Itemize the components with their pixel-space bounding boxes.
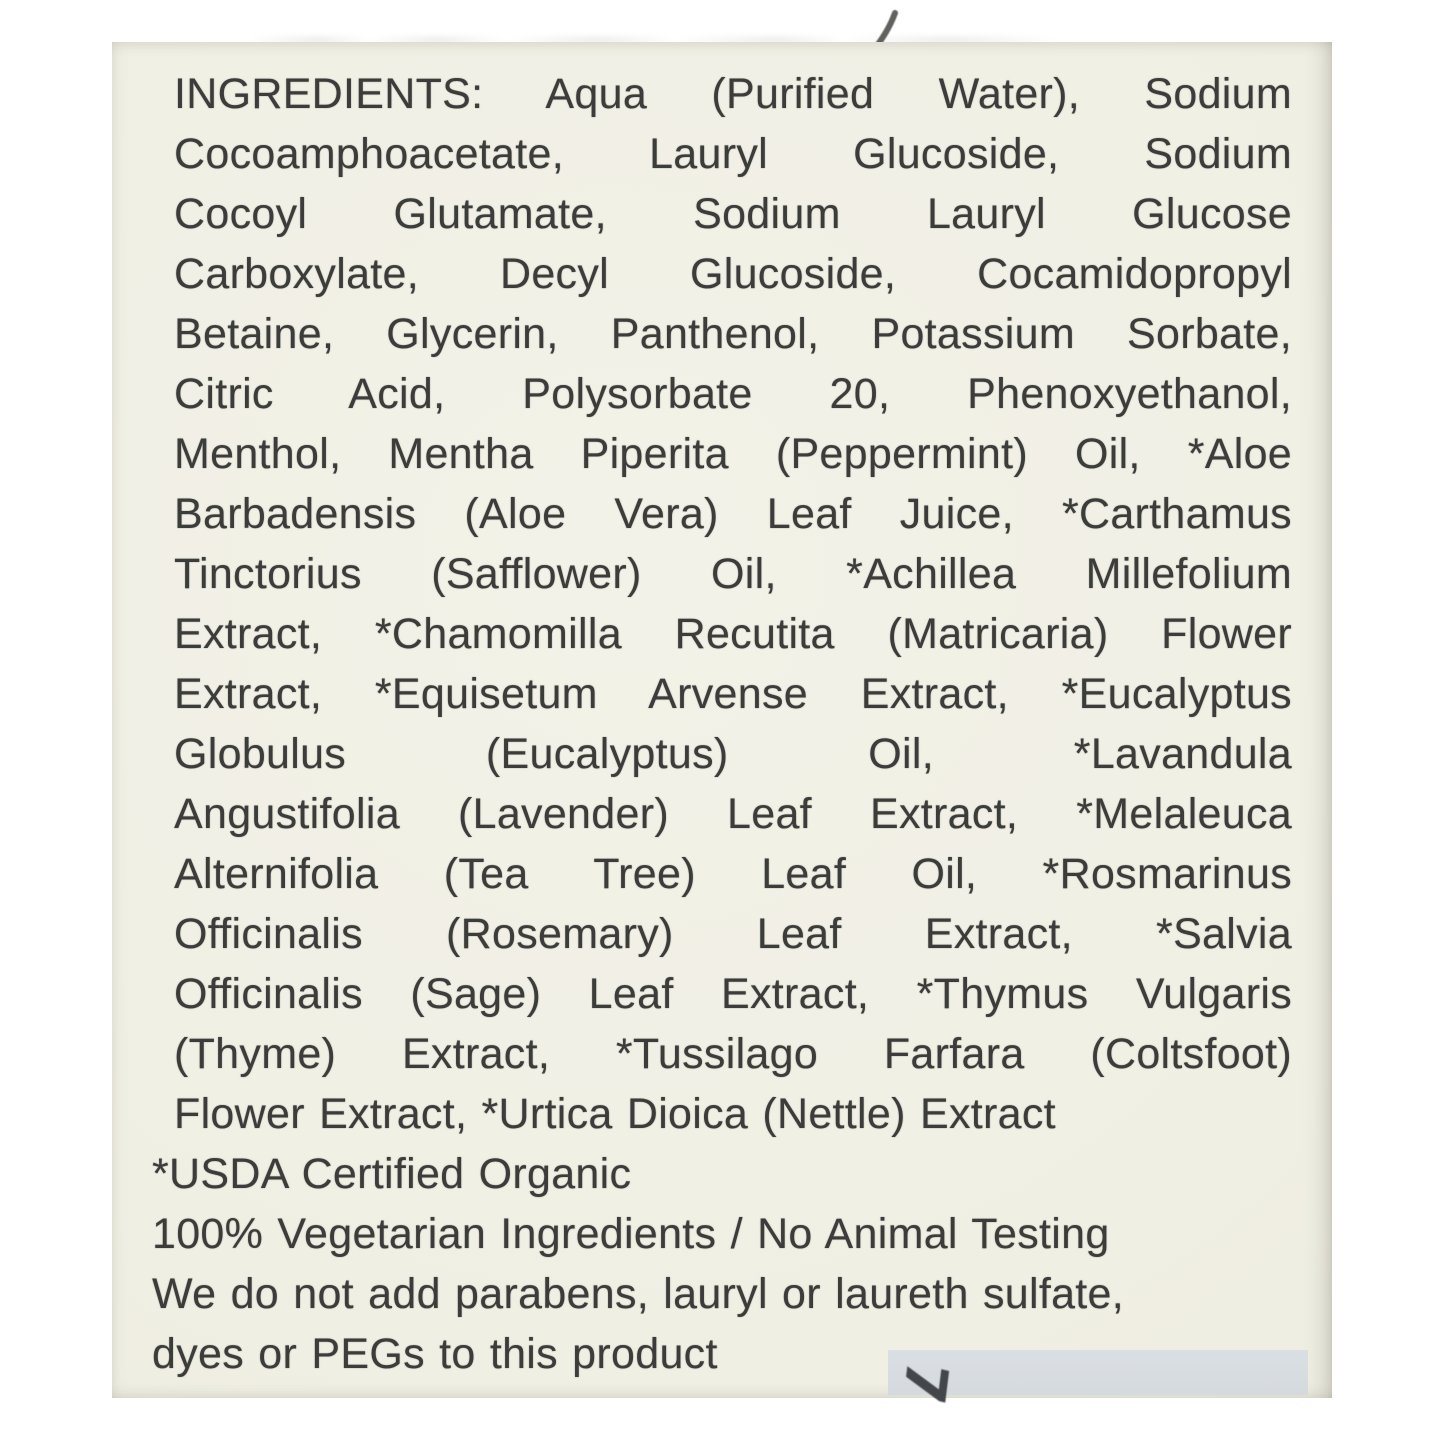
footnotes-block bbox=[152, 1144, 1308, 1384]
ingredients-line: Betaine, Glycerin, Panthenol, Potassium Sorbate, bbox=[174, 310, 1292, 358]
ingredients-line: Extract, *Equisetum Arvense Extract, *Eucalyptus bbox=[174, 670, 1292, 718]
ingredients-line: INGREDIENTS: Aqua (Purified Water), Sodium bbox=[174, 70, 1292, 118]
no-additives-note-line1: We do not add parabens, lauryl or laureth sulfate, bbox=[152, 1270, 1125, 1318]
ingredients-line: Cocoamphoacetate, Lauryl Glucoside, Sodium bbox=[174, 130, 1292, 178]
usda-organic-note: *USDA Certified Organic bbox=[152, 1150, 632, 1198]
ingredients-line: (Thyme) Extract, *Tussilago Farfara (Coltsfoot) bbox=[174, 1030, 1292, 1078]
ingredients-line: Angustifolia (Lavender) Leaf Extract, *Melaleuca bbox=[174, 790, 1292, 838]
ingredients-line: Citric Acid, Polysorbate 20, Phenoxyethanol, bbox=[174, 370, 1292, 418]
vegetarian-note: 100% Vegetarian Ingredients / No Animal Testing bbox=[152, 1210, 1110, 1258]
ingredients-line: Globulus (Eucalyptus) Oil, *Lavandula bbox=[174, 730, 1292, 778]
ingredients-line: Barbadensis (Aloe Vera) Leaf Juice, *Carthamus bbox=[174, 490, 1292, 538]
ingredients-line: Officinalis (Rosemary) Leaf Extract, *Salvia bbox=[174, 910, 1292, 958]
price-sticker bbox=[888, 1350, 1308, 1410]
ingredients-line: Tinctorius (Safflower) Oil, *Achillea Millefolium bbox=[174, 550, 1292, 598]
no-additives-note-line2: dyes or PEGs to this product bbox=[152, 1330, 718, 1378]
ingredients-line: Alternifolia (Tea Tree) Leaf Oil, *Rosmarinus bbox=[174, 850, 1292, 898]
ingredients-line: Menthol, Mentha Piperita (Peppermint) Oil, *Aloe bbox=[174, 430, 1292, 478]
ingredients-line: Flower Extract, *Urtica Dioica (Nettle) Extract bbox=[174, 1090, 1056, 1138]
ingredients-paragraph bbox=[174, 64, 1292, 1144]
handwritten-seven-mark: 7 bbox=[889, 1354, 962, 1410]
ingredients-line: Carboxylate, Decyl Glucoside, Cocamidopropyl bbox=[174, 250, 1292, 298]
ingredients-line: Extract, *Chamomilla Recutita (Matricaria) Flower bbox=[174, 610, 1292, 658]
ingredients-line: Cocoyl Glutamate, Sodium Lauryl Glucose bbox=[174, 190, 1292, 238]
ingredients-line: Officinalis (Sage) Leaf Extract, *Thymus Vulgaris bbox=[174, 970, 1292, 1018]
product-label bbox=[112, 42, 1332, 1410]
